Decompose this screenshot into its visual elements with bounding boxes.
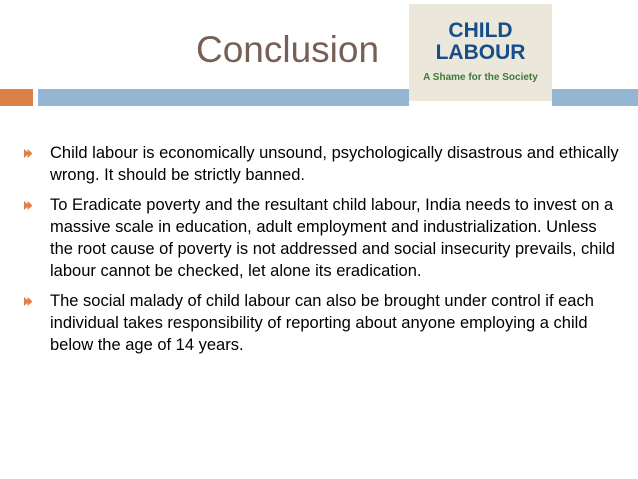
bullet-text: The social malady of child labour can also be brought under control if each individual takes responsibility of reporting about anyone employing a child below the age of 14 years. — [50, 292, 594, 354]
child-labour-logo — [409, 4, 552, 101]
accent-band-blue — [38, 89, 409, 106]
slide-title: Conclusion — [196, 29, 380, 70]
arrow-bullet-icon — [24, 201, 33, 210]
logo-tagline: A Shame for the Society — [423, 72, 538, 83]
logo-line1: CHILD — [448, 19, 513, 42]
bullet-list — [0, 142, 638, 364]
arrow-bullet-icon — [24, 149, 33, 158]
arrow-bullet-icon — [24, 297, 33, 306]
accent-band-orange — [0, 89, 33, 106]
bullet-text: To Eradicate poverty and the resultant child labour, India needs to invest on a massive scale in education, adult employment and industrialization. Unless the root cause of poverty is not addressed and social insecurity prevails, child labour cannot be checked, let alone its eradication. — [50, 196, 615, 280]
logo-line2: LABOUR — [435, 41, 526, 64]
list-item — [0, 142, 638, 186]
list-item — [0, 194, 638, 282]
accent-band-blue-right — [552, 89, 638, 106]
list-item — [0, 290, 638, 356]
bullet-text: Child labour is economically unsound, psychologically disastrous and ethically wrong. It should be strictly banned. — [50, 144, 619, 184]
